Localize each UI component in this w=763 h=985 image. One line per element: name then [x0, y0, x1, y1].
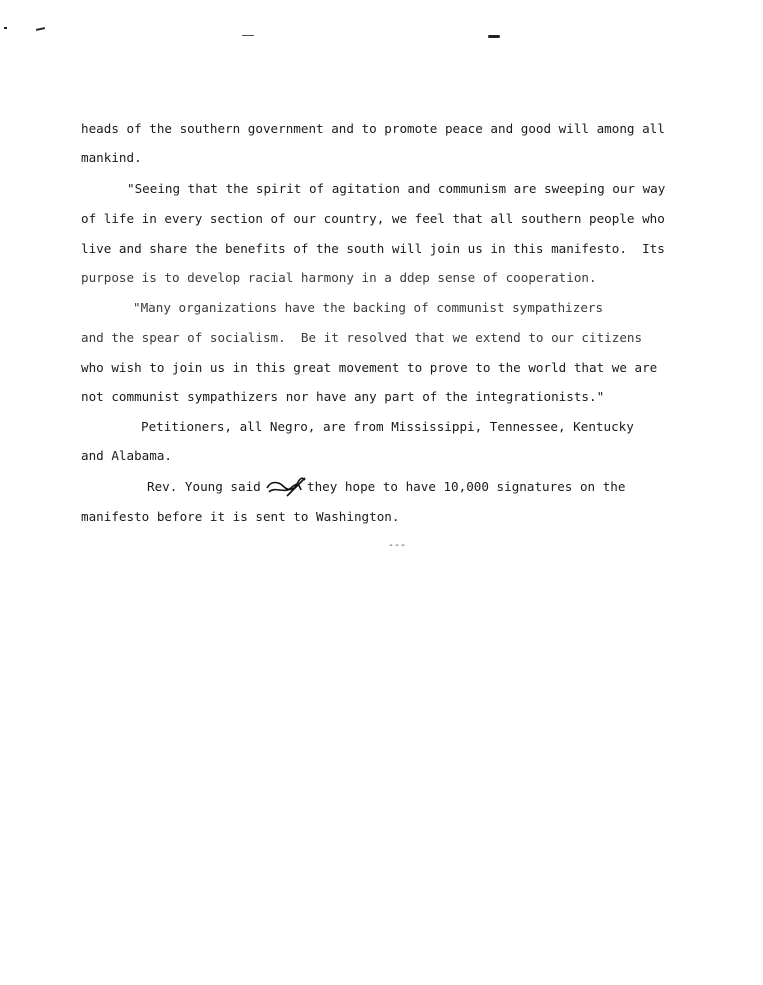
end-mark: --- [388, 540, 407, 551]
body-line: and Alabama. [81, 448, 172, 463]
body-line: live and share the benefits of the south will join us in this manifesto. Its [81, 241, 665, 256]
handwritten-strikeout-icon [265, 476, 307, 498]
body-line: manifesto before it is sent to Washington. [81, 509, 400, 524]
body-line: Petitioners, all Negro, are from Mississippi, Tennessee, Kentucky [141, 419, 634, 434]
body-line: they hope to have 10,000 signatures on the [307, 479, 626, 494]
body-line: not communist sympathizers nor have any part of the integrationists." [81, 389, 605, 404]
body-line: mankind. [81, 150, 142, 165]
body-line: who wish to join us in this great movement to prove to the world that we are [81, 360, 658, 375]
body-line: of life in every section of our country, we feel that all southern people who [81, 211, 665, 226]
body-line: and the spear of socialism. Be it resolved that we extend to our citizens [81, 330, 643, 345]
scan-speck [488, 35, 500, 38]
body-line: Rev. Young said [147, 479, 269, 494]
body-line: heads of the southern government and to promote peace and good will among all [81, 121, 665, 136]
body-line: purpose is to develop racial harmony in a ddep sense of cooperation. [81, 270, 597, 285]
scan-speck [242, 35, 254, 36]
scan-speck [36, 27, 45, 31]
body-line: "Many organizations have the backing of communist sympathizers [133, 300, 604, 315]
scan-speck [4, 27, 7, 29]
body-line: "Seeing that the spirit of agitation and communism are sweeping our way [127, 181, 666, 196]
